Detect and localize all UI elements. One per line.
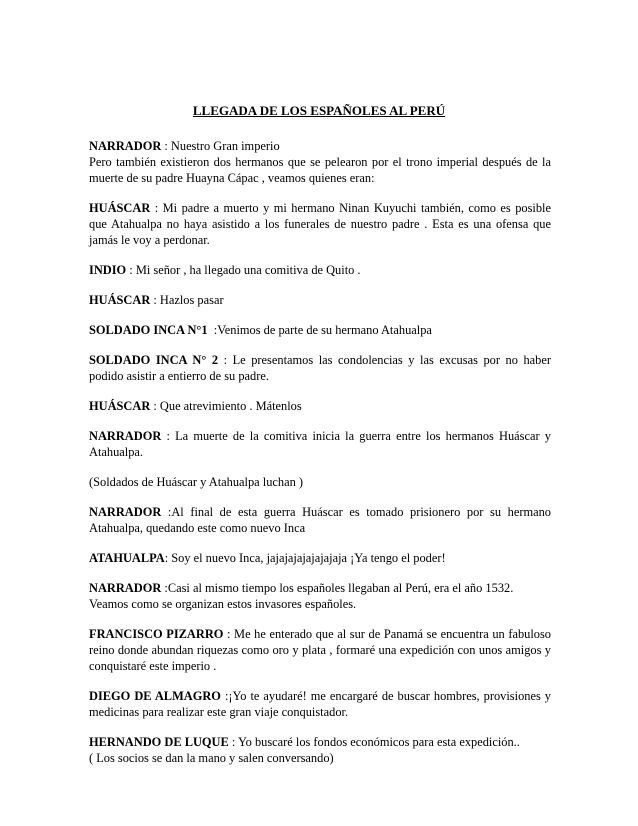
speaker-name: NARRADOR	[89, 139, 162, 153]
dialogue-paragraph	[89, 138, 551, 186]
dialogue-paragraph	[89, 428, 551, 460]
document-body	[89, 138, 551, 766]
speaker-name: DIEGO DE ALMAGRO	[89, 689, 221, 703]
dialogue-text: :Al final de esta guerra Huáscar es tomado prisionero por su hermano Atahualpa, quedando este como nuevo Inca	[89, 505, 551, 535]
stage-direction-text: (Soldados de Huáscar y Atahualpa luchan )	[89, 475, 304, 489]
speaker-name: INDIO	[89, 263, 127, 277]
dialogue-text: : Que atrevimiento . Mátenlos	[150, 399, 302, 413]
dialogue-paragraph	[89, 200, 551, 248]
dialogue-text: : Me he enterado que al sur de Panamá se encuentra un fabuloso reino donde abundan riquezas como oro y plata , formaré una expedición con unos amigos y conquistaré este imperio .	[89, 627, 551, 673]
dialogue-text: :¡Yo te ayudaré! me encargaré de buscar hombres, provisiones y medicinas para realizar este gran viaje conquistador.	[89, 689, 551, 719]
speaker-name: SOLDADO INCA N°1	[89, 323, 208, 337]
dialogue-paragraph	[89, 734, 551, 766]
dialogue-text: : Hazlos pasar	[150, 293, 224, 307]
speaker-name: FRANCISCO PIZARRO	[89, 627, 224, 641]
dialogue-paragraph	[89, 580, 551, 612]
dialogue-paragraph	[89, 398, 551, 414]
dialogue-paragraph	[89, 626, 551, 674]
speaker-name: SOLDADO INCA N° 2	[89, 353, 219, 367]
dialogue-paragraph	[89, 504, 551, 536]
dialogue-paragraph	[89, 322, 551, 338]
dialogue-text: : Yo buscaré los fondos económicos para esta expedición.. ( Los socios se dan la mano y salen conversando)	[89, 735, 520, 765]
document-title: LLEGADA DE LOS ESPAÑOLES AL PERÚ	[192, 103, 446, 118]
dialogue-text: : La muerte de la comitiva inicia la guerra entre los hermanos Huáscar y Atahualpa.	[89, 429, 551, 459]
dialogue-paragraph	[89, 262, 551, 278]
dialogue-paragraph	[89, 352, 551, 384]
dialogue-text: : Nuestro Gran imperio Pero también existieron dos hermanos que se pelearon por el trono imperial después de la muerte de su padre Huayna Cápac , veamos quienes eran:	[89, 139, 551, 185]
dialogue-text: : Soy el nuevo Inca, jajajajajajajajaja ¡Ya tengo el poder!	[164, 551, 446, 565]
dialogue-text: : Mi señor , ha llegado una comitiva de Quito .	[126, 263, 361, 277]
dialogue-paragraph	[89, 688, 551, 720]
speaker-name: HUÁSCAR	[89, 399, 151, 413]
speaker-name: NARRADOR	[89, 429, 162, 443]
speaker-name: ATAHUALPA	[89, 551, 165, 565]
speaker-name: HUÁSCAR	[89, 201, 151, 215]
speaker-name: NARRADOR	[89, 505, 162, 519]
dialogue-paragraph	[89, 292, 551, 308]
dialogue-text: :Casi al mismo tiempo los españoles llegaban al Perú, era el año 1532. Veamos como se organizan estos invasores españoles.	[89, 581, 514, 611]
dialogue-text: :Venimos de parte de su hermano Atahualpa	[207, 323, 432, 337]
dialogue-paragraph	[89, 550, 551, 566]
speaker-name: HUÁSCAR	[89, 293, 151, 307]
dialogue-text: : Le presentamos las condolencias y las excusas por no haber podido asistir a entierro de su padre.	[89, 353, 551, 383]
dialogue-text: : Mi padre a muerto y mi hermano Ninan Kuyuchi también, como es posible que Atahualpa no haya asistido a los funerales de nuestro padre . Esta es una ofensa que jamás le voy a perdonar.	[89, 201, 551, 247]
speaker-name: NARRADOR	[89, 581, 162, 595]
stage-direction	[89, 474, 551, 490]
speaker-name: HERNANDO DE LUQUE	[89, 735, 229, 749]
